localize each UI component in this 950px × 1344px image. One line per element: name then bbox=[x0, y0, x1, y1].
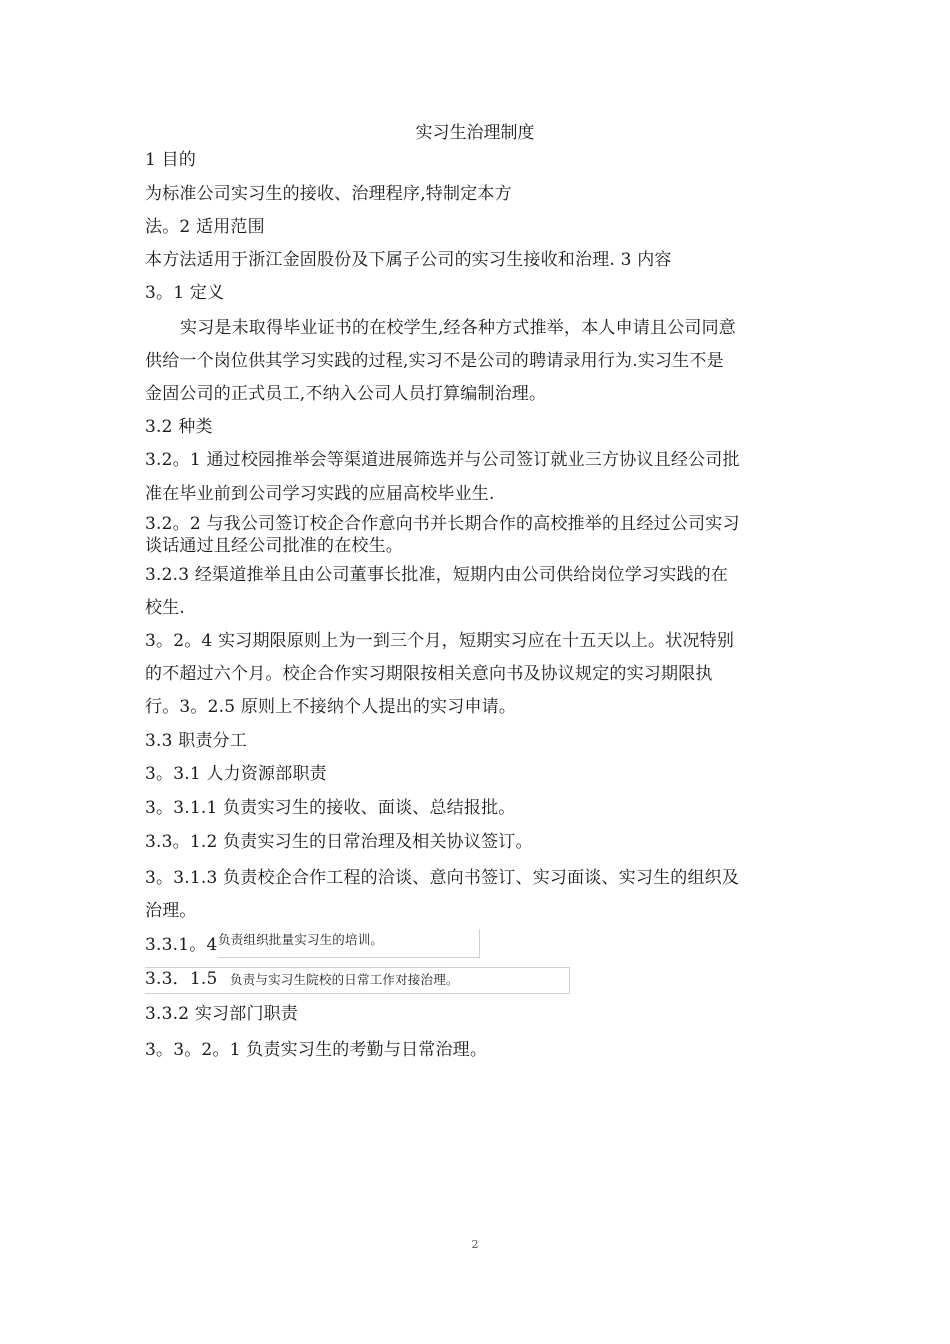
paragraph-line: 3.2.3 经渠道推举且由公司董事长批准，短期内由公司供给岗位学习实践的在 bbox=[145, 565, 729, 585]
paragraph-line: 准在毕业前到公司学习实践的应届高校毕业生. bbox=[145, 484, 495, 504]
paragraph-line: 谈话通过且经公司批准的在校生。 bbox=[145, 536, 403, 556]
item-number: 3.3.1。4 bbox=[145, 935, 218, 955]
paragraph-line: 3.2。2 与我公司签订校企合作意向书并长期合作的高校推举的且经过公司实习 bbox=[145, 514, 740, 534]
paragraph-line: 3。3.1.3 负责校企合作工程的洽谈、意向书签订、实习面谈、实习生的组织及 bbox=[145, 868, 740, 888]
text-box-border bbox=[218, 957, 480, 958]
heading-types: 3.2 种类 bbox=[145, 417, 213, 437]
paragraph-line: 供给一个岗位供其学习实践的过程,实习不是公司的聘请录用行为.实习生不是 bbox=[145, 351, 724, 371]
paragraph-line: 为标准公司实习生的接收、治理程序,特制定本方 bbox=[145, 184, 512, 204]
paragraph-line: 3.3。1.2 负责实习生的日常治理及相关协议签订。 bbox=[145, 832, 533, 852]
heading-purpose: 1 目的 bbox=[145, 150, 197, 170]
paragraph-line: 的不超过六个月。校企合作实习期限按相关意向书及协议规定的实习期限执 bbox=[145, 664, 713, 684]
paragraph-line: 3.2。1 通过校园推举会等渠道进展筛选并与公司签订就业三方协议且经公司批 bbox=[145, 450, 740, 470]
paragraph-line: 治理。 bbox=[145, 901, 197, 921]
paragraph-line: 本方法适用于浙江金固股份及下属子公司的实习生接收和治理. 3 内容 bbox=[145, 250, 672, 270]
paragraph-line: 行。3。2.5 原则上不接纳个人提出的实习申请。 bbox=[145, 697, 517, 717]
inserted-text-box: 负责与实习生院校的日常工作对接治理。 bbox=[230, 972, 459, 987]
text-box-border bbox=[145, 967, 570, 968]
document-title: 实习生治理制度 bbox=[415, 123, 535, 143]
paragraph-line: 实习是未取得毕业证书的在校学生,经各种方式推举，本人申请且公司同意 bbox=[180, 318, 737, 338]
heading-definition: 3。1 定义 bbox=[145, 283, 225, 303]
text-box-border bbox=[479, 929, 480, 957]
heading-responsibilities: 3.3 职责分工 bbox=[145, 731, 248, 751]
inserted-text-box: 负责组织批量实习生的培训。 bbox=[218, 932, 384, 947]
item-number: 3.3．1.5 bbox=[145, 969, 218, 989]
heading-scope: 法。2 适用范围 bbox=[145, 217, 265, 237]
paragraph-line: 校生. bbox=[145, 598, 186, 618]
heading-hr-duties: 3。3.1 人力资源部职责 bbox=[145, 764, 327, 784]
paragraph-line: 3。3。2。1 负责实习生的考勤与日常治理。 bbox=[145, 1040, 488, 1060]
paragraph-line: 金固公司的正式员工,不纳入公司人员打算编制治理。 bbox=[145, 384, 547, 404]
text-box-border bbox=[145, 993, 570, 994]
paragraph-line: 3。2。4 实习期限原则上为一到三个月，短期实习应在十五天以上。状况特别 bbox=[145, 631, 735, 651]
page-number: 2 bbox=[471, 1238, 479, 1251]
heading-dept-duties: 3.3.2 实习部门职责 bbox=[145, 1004, 299, 1024]
text-box-border bbox=[569, 967, 570, 993]
paragraph-line: 3。3.1.1 负责实习生的接收、面谈、总结报批。 bbox=[145, 798, 516, 818]
